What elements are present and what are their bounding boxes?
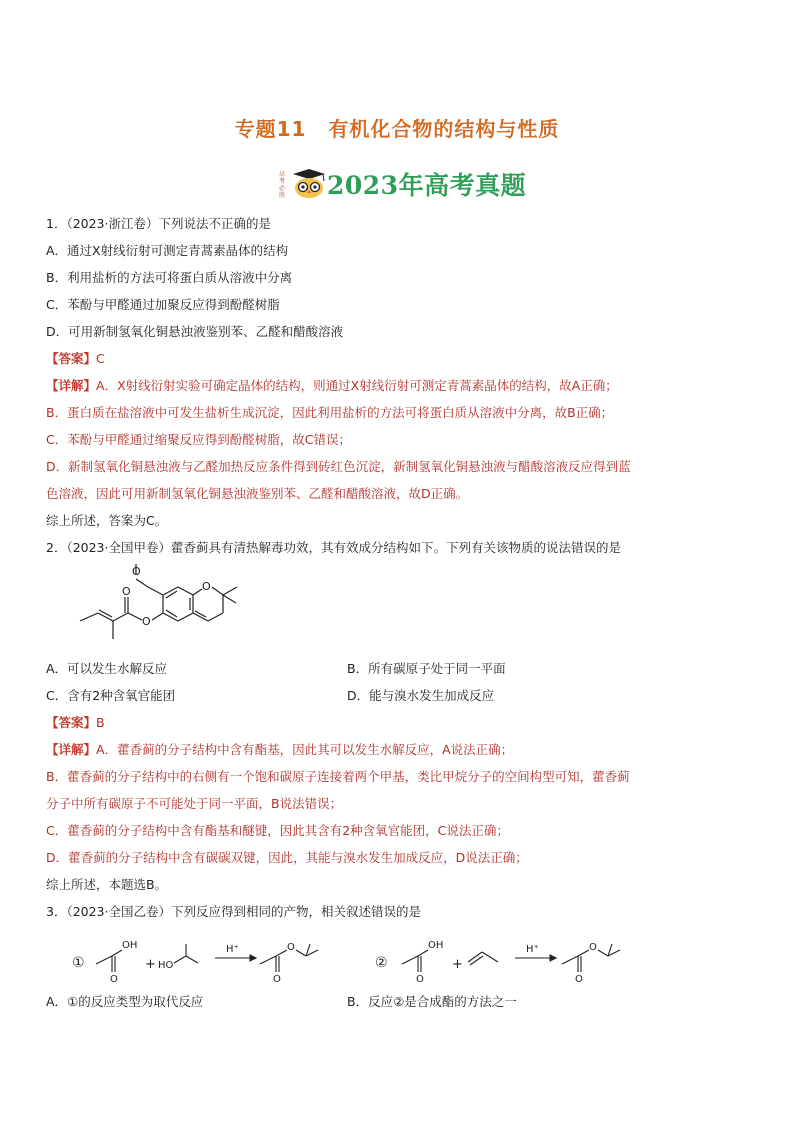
- q2-detail-a: 【详解】A．藿香蓟的分子结构中含有酯基，因此其可以发生水解反应，A说法正确；: [46, 742, 514, 757]
- q2-detail-d: D．藿香蓟的分子结构中含有碳碳双键，因此，其能与溴水发生加成反应，D说法正确；: [46, 850, 528, 865]
- q1-detail-d: D．新制氢氧化铜悬浊液与乙醛加热反应条件得到砖红色沉淀，新制氢氧化铜悬浊液与醋酸溶液反应得到蓝: [46, 459, 631, 474]
- q2-option-c: C．含有2种含氧官能团: [46, 688, 176, 703]
- q3-option-a: A．①的反应类型为取代反应: [46, 994, 204, 1009]
- q2-option-d: D．能与溴水发生加成反应: [347, 688, 495, 703]
- svg-text:考: 考: [279, 178, 286, 185]
- svg-text:胜: 胜: [279, 192, 286, 198]
- q1-option-b: B．利用盐析的方法可将蛋白质从溶液中分离: [46, 270, 293, 285]
- q1-detail-b: B．蛋白质在盐溶液中可发生盐析生成沉淀，因此利用盐析的方法可将蛋白质从溶液中分离，故B正确；: [46, 405, 614, 420]
- question-3-stem: 3．（2023·全国乙卷）下列反应得到相同的产物，相关叙述错误的是: [46, 904, 421, 919]
- q2-detail-c: C．藿香蓟的分子结构中含有酯基和醚键，因此其含有2种含氧官能团，C说法正确；: [46, 823, 509, 838]
- reaction-2-number: ②: [375, 955, 388, 971]
- ageratochromene-structure: [66, 557, 266, 652]
- svg-text:H⁺: H⁺: [226, 944, 239, 955]
- svg-text:O: O: [589, 942, 597, 953]
- question-2-stem: 2．（2023·全国甲卷）藿香蓟具有清热解毒功效，其有效成分结构如下。下列有关该物质的说法错误的是: [46, 540, 621, 555]
- logo-char: 高: [279, 171, 286, 178]
- owl-logo-icon: [275, 168, 331, 198]
- svg-text:+: +: [452, 957, 463, 972]
- question-1-stem: 1．（2023·浙江卷）下列说法不正确的是: [46, 216, 271, 231]
- q3-option-b: B．反应②是合成酯的方法之一: [347, 994, 517, 1009]
- q1-detail-d-cont: 色溶液，因此可用新制氢氧化铜悬浊液鉴别苯、乙醛和醋酸溶液，故D正确。: [46, 486, 469, 501]
- q2-summary: 综上所述，本题选B。: [46, 877, 168, 892]
- svg-text:H⁺: H⁺: [526, 944, 539, 955]
- svg-text:O: O: [202, 580, 211, 593]
- reaction-schemes: [60, 930, 740, 990]
- q1-detail-c: C．苯酚与甲醛通过缩聚反应得到酚醛树脂，故C错误；: [46, 432, 351, 447]
- svg-text:OH: OH: [122, 940, 138, 951]
- svg-text:O: O: [416, 974, 424, 985]
- q2-option-a: A．可以发生水解反应: [46, 661, 168, 676]
- svg-text:OH: OH: [428, 940, 444, 951]
- q1-answer: 【答案】C: [46, 351, 105, 366]
- q2-answer: 【答案】B: [46, 715, 105, 730]
- svg-text:O: O: [273, 974, 281, 985]
- q1-detail-a: 【详解】A．X射线衍射实验可确定晶体的结构，则通过X射线衍射可测定青蒿素晶体的结构，故A正确；: [46, 378, 618, 393]
- page-title: 专题11 有机化合物的结构与性质: [234, 117, 560, 141]
- svg-text:O: O: [110, 974, 118, 985]
- reaction-1-number: ①: [72, 955, 85, 971]
- svg-text:HO: HO: [158, 960, 174, 971]
- svg-text:O: O: [122, 585, 131, 598]
- q1-option-d: D．可用新制氢氧化铜悬浊液鉴别苯、乙醛和醋酸溶液: [46, 324, 344, 339]
- svg-text:O: O: [287, 942, 295, 953]
- section-banner: [275, 164, 535, 204]
- q1-option-c: C．苯酚与甲醛通过加聚反应得到酚醛树脂: [46, 297, 280, 312]
- q1-option-a: A．通过X射线衍射可测定青蒿素晶体的结构: [46, 243, 289, 258]
- q2-option-b: B．所有碳原子处于同一平面: [347, 661, 506, 676]
- svg-text:必: 必: [279, 185, 286, 192]
- svg-text:O: O: [142, 615, 151, 628]
- svg-text:+: +: [145, 957, 156, 972]
- banner-text: 2023年高考真题: [327, 171, 527, 200]
- q1-summary: 综上所述，答案为C。: [46, 513, 168, 528]
- svg-text:O: O: [575, 974, 583, 985]
- svg-text:O: O: [132, 565, 141, 578]
- q2-detail-b-cont: 分子中所有碳原子不可能处于同一平面，B说法错误；: [46, 796, 343, 811]
- q2-detail-b: B．藿香蓟的分子结构中的右侧有一个饱和碳原子连接着两个甲基，类比甲烷分子的空间构型可知，藿香蓟: [46, 769, 630, 784]
